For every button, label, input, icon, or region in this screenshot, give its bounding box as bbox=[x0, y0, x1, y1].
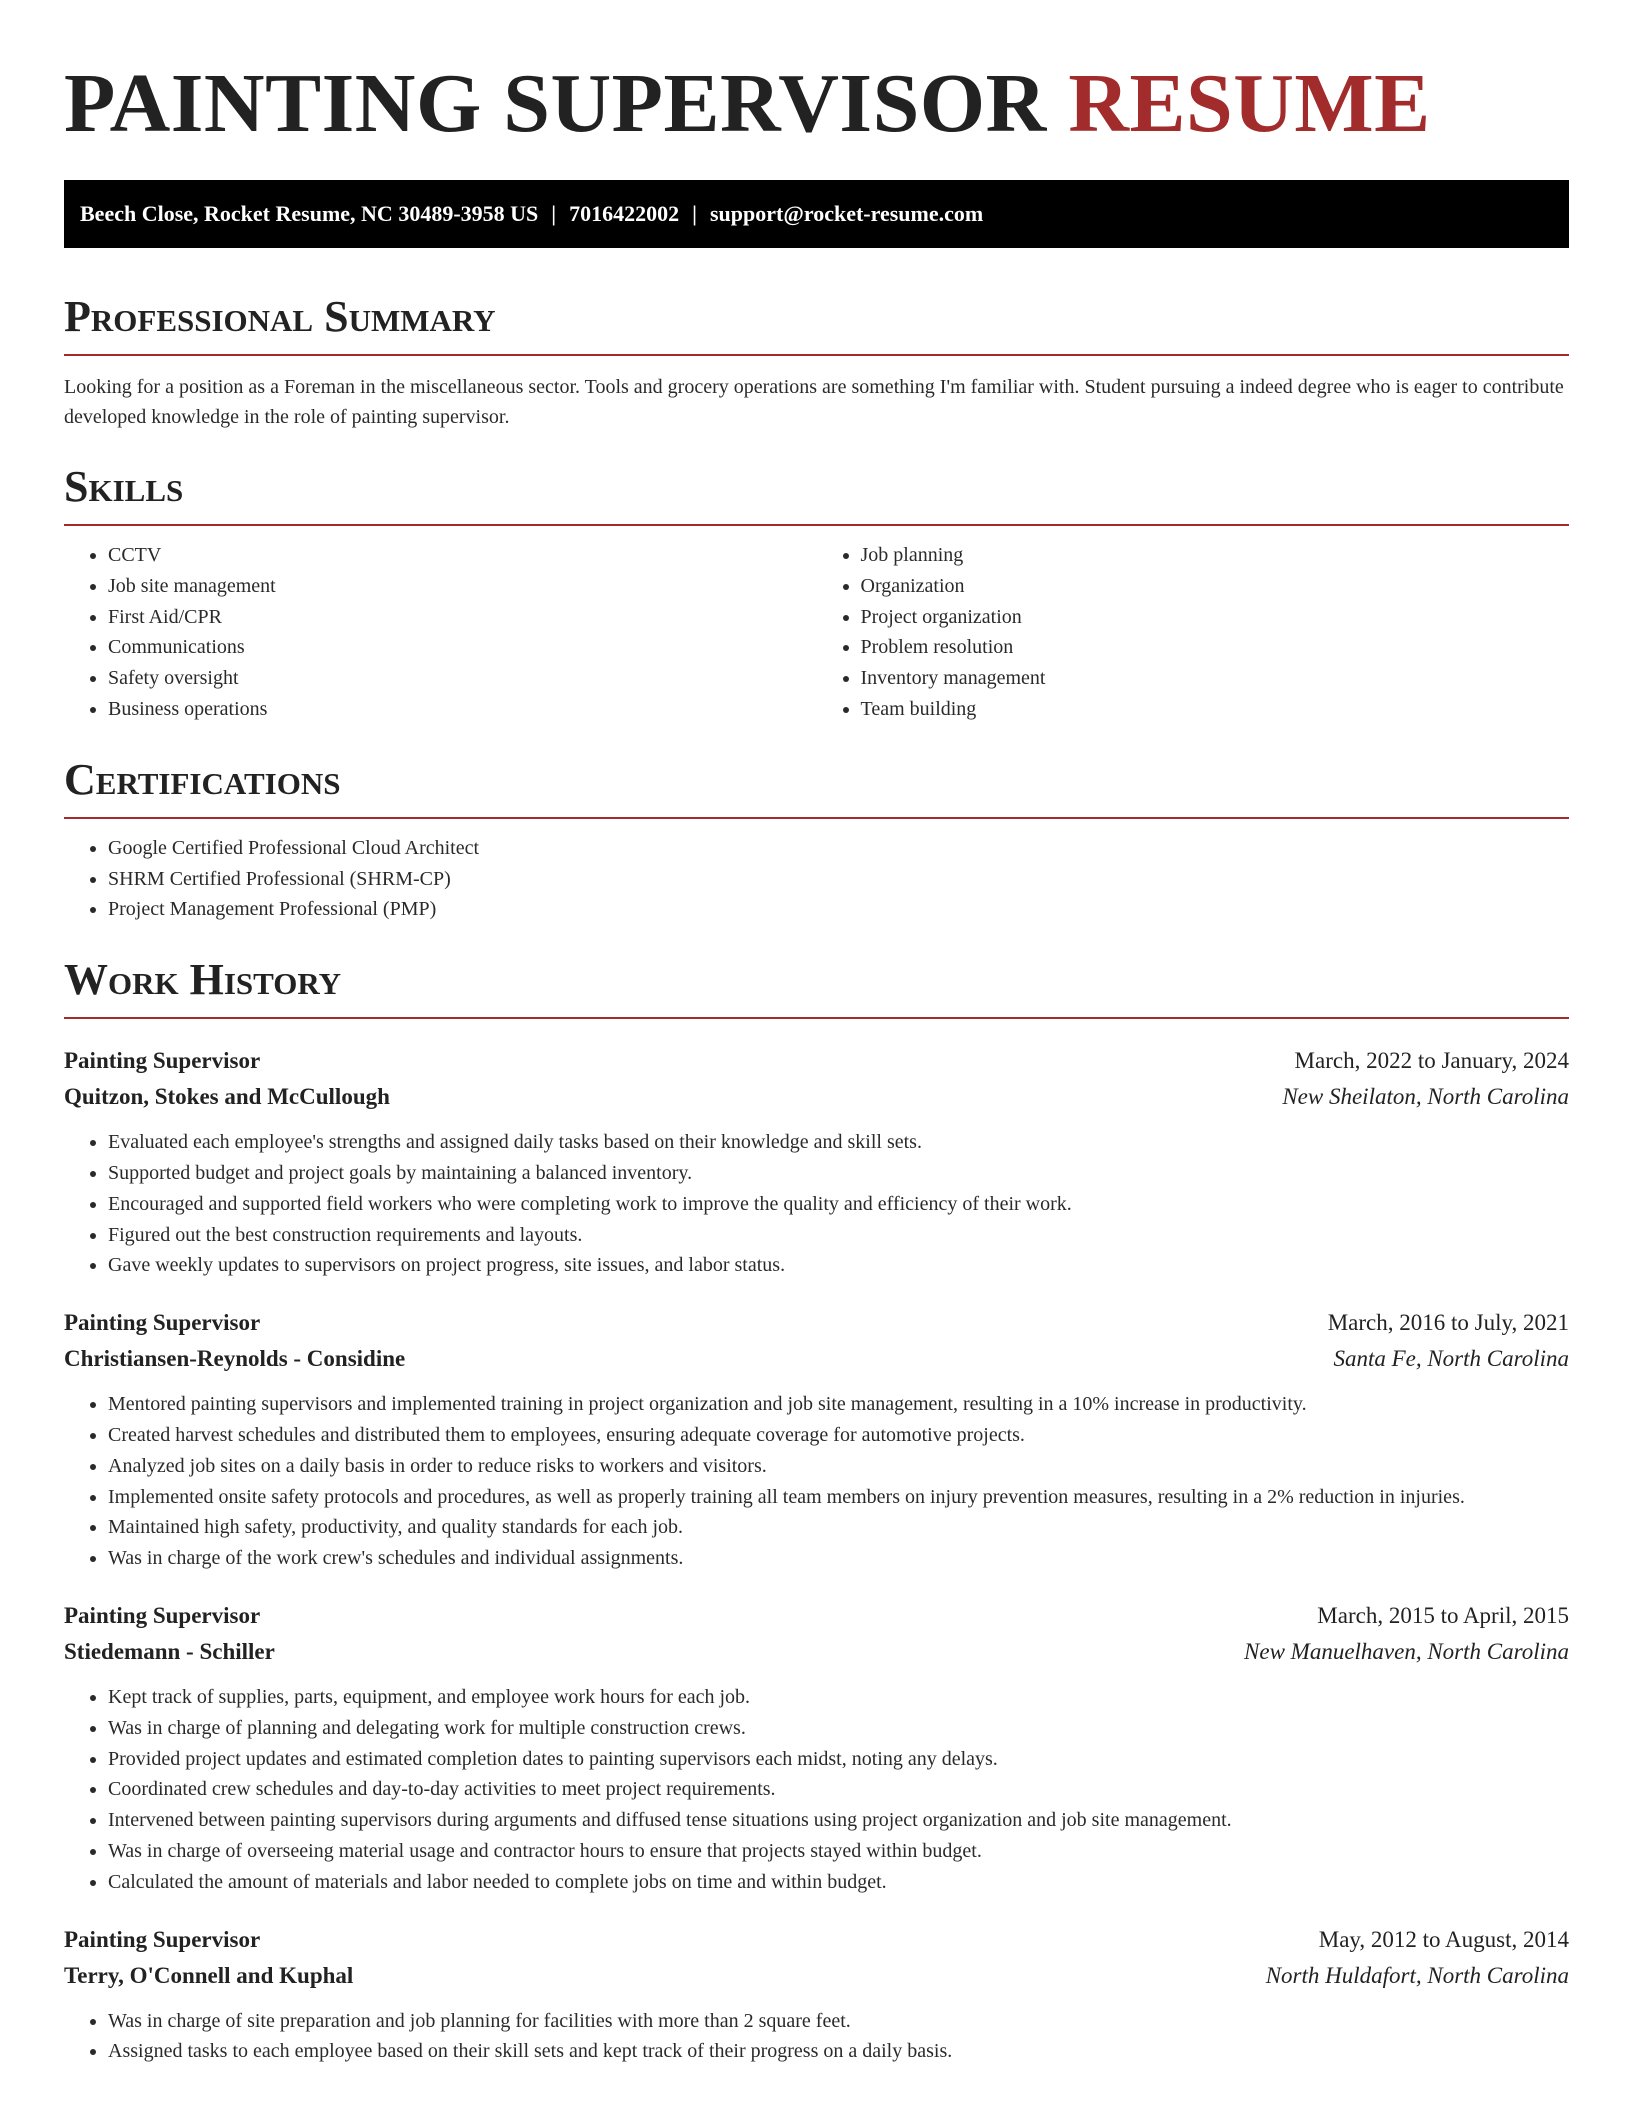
job-title: Painting Supervisor bbox=[64, 1602, 261, 1628]
skill-item: • Inventory management bbox=[861, 663, 1570, 694]
skill-item: • Job site management bbox=[108, 571, 817, 602]
job-bullet: • Coordinated crew schedules and day-to-day activities to meet project requirements. bbox=[108, 1774, 1569, 1805]
job-header-row bbox=[64, 1305, 1569, 1341]
job-location: New Manuelhaven, North Carolina bbox=[1244, 1638, 1569, 1664]
skill-item: • Team building bbox=[861, 694, 1570, 725]
job-bullet: • Figured out the best construction requirements and layouts. bbox=[108, 1220, 1569, 1251]
job-company-row bbox=[64, 1079, 1569, 1115]
resume-content bbox=[64, 0, 1569, 2067]
job-company: Stiedemann - Schiller bbox=[64, 1638, 275, 1664]
job-bullet: • Evaluated each employee's strengths and assigned daily tasks based on their knowledge and skill sets. bbox=[108, 1127, 1569, 1158]
skill-item: • Organization bbox=[861, 571, 1570, 602]
job-bullet: • Calculated the amount of materials and labor needed to complete jobs on time and within budget. bbox=[108, 1867, 1569, 1898]
job-bullets bbox=[64, 1127, 1569, 1281]
contact-email[interactable]: support@rocket-resume.com bbox=[710, 201, 984, 226]
job-dates: March, 2016 to July, 2021 bbox=[1327, 1310, 1569, 1336]
summary-text: Looking for a position as a Foreman in the miscellaneous sector. Tools and grocery operations are something I'm familiar with. Student pursuing a indeed degree who is eager to contribute developed knowledge in the role of painting supervisor. bbox=[64, 376, 1564, 428]
job-entry bbox=[64, 1305, 1569, 1574]
job-bullets bbox=[64, 1389, 1569, 1574]
skill-item: • Project organization bbox=[861, 602, 1570, 633]
skills-list-left bbox=[64, 540, 817, 725]
job-dates: March, 2015 to April, 2015 bbox=[1317, 1602, 1569, 1628]
job-bullet: • Was in charge of planning and delegating work for multiple construction crews. bbox=[108, 1713, 1569, 1744]
job-company: Terry, O'Connell and Kuphal bbox=[64, 1962, 354, 1988]
job-entry bbox=[64, 1043, 1569, 1281]
job-bullet: • Intervened between painting supervisors during arguments and diffused tense situations using project organization and job site management. bbox=[108, 1805, 1569, 1836]
certification-item: • Google Certified Professional Cloud Architect bbox=[108, 833, 1569, 864]
skill-item: • CCTV bbox=[108, 540, 817, 571]
job-title: Painting Supervisor bbox=[64, 1048, 261, 1074]
job-location: New Sheilaton, North Carolina bbox=[1282, 1084, 1569, 1110]
job-company-row bbox=[64, 1634, 1569, 1670]
summary-heading: Professional Summary bbox=[64, 292, 1569, 356]
job-company-row bbox=[64, 1341, 1569, 1377]
job-company: Quitzon, Stokes and McCullough bbox=[64, 1084, 390, 1110]
job-header-row bbox=[64, 1043, 1569, 1079]
work-history-heading: Work History bbox=[64, 955, 1569, 1019]
job-header-row bbox=[64, 1598, 1569, 1634]
job-bullets bbox=[64, 1682, 1569, 1898]
job-bullet: • Created harvest schedules and distributed them to employees, ensuring adequate coverage for automotive projects. bbox=[108, 1420, 1569, 1451]
skills-list-right bbox=[817, 540, 1570, 725]
job-bullet: • Analyzed job sites on a daily basis in order to reduce risks to workers and visitors. bbox=[108, 1451, 1569, 1482]
job-entry bbox=[64, 1922, 1569, 2068]
job-bullet: • Assigned tasks to each employee based on their skill sets and kept track of their progress on a daily basis. bbox=[108, 2036, 1569, 2067]
skill-item: • Problem resolution bbox=[861, 632, 1570, 663]
contact-bar bbox=[64, 180, 1569, 248]
skill-item: • Communications bbox=[108, 632, 817, 663]
certifications-list bbox=[64, 833, 1569, 925]
job-dates: March, 2022 to January, 2024 bbox=[1294, 1048, 1569, 1074]
contact-phone: 7016422002 bbox=[569, 201, 680, 226]
contact-separator: | bbox=[551, 201, 557, 226]
job-title: Painting Supervisor bbox=[64, 1926, 261, 1952]
job-bullet: • Gave weekly updates to supervisors on project progress, site issues, and labor status. bbox=[108, 1250, 1569, 1281]
skill-item: • First Aid/CPR bbox=[108, 602, 817, 633]
skill-item: • Job planning bbox=[861, 540, 1570, 571]
contact-address: Beech Close, Rocket Resume, NC 30489-3958 US bbox=[80, 201, 539, 226]
job-dates: May, 2012 to August, 2014 bbox=[1318, 1926, 1569, 1952]
skill-item: • Business operations bbox=[108, 694, 817, 725]
job-bullets bbox=[64, 2006, 1569, 2068]
skill-item: • Safety oversight bbox=[108, 663, 817, 694]
job-title: Painting Supervisor bbox=[64, 1310, 261, 1336]
job-bullet: • Maintained high safety, productivity, and quality standards for each job. bbox=[108, 1512, 1569, 1543]
contact-separator: | bbox=[692, 201, 697, 226]
job-location: Santa Fe, North Carolina bbox=[1333, 1346, 1569, 1372]
job-bullet: • Provided project updates and estimated completion dates to painting supervisors each midst, noting any delays. bbox=[108, 1744, 1569, 1775]
certifications-heading: Certifications bbox=[64, 755, 1569, 819]
job-bullet: • Kept track of supplies, parts, equipment, and employee work hours for each job. bbox=[108, 1682, 1569, 1713]
title-accent: RESUME bbox=[1068, 57, 1431, 150]
title-main: PAINTING SUPERVISOR bbox=[64, 57, 1047, 150]
job-header-row bbox=[64, 1922, 1569, 1958]
job-company-row bbox=[64, 1958, 1569, 1994]
certification-item: • Project Management Professional (PMP) bbox=[108, 894, 1569, 925]
job-company: Christiansen-Reynolds - Considine bbox=[64, 1346, 406, 1372]
certification-item: • SHRM Certified Professional (SHRM-CP) bbox=[108, 864, 1569, 895]
job-bullet: • Mentored painting supervisors and implemented training in project organization and job site management, resulting in a 10% increase in productivity. bbox=[108, 1389, 1569, 1420]
resume-title bbox=[64, 58, 1569, 150]
job-bullet: • Supported budget and project goals by maintaining a balanced inventory. bbox=[108, 1158, 1569, 1189]
skills-grid bbox=[64, 526, 1569, 725]
job-bullet: • Encouraged and supported field workers who were completing work to improve the quality and efficiency of their work. bbox=[108, 1189, 1569, 1220]
job-bullet: • Was in charge of site preparation and job planning for facilities with more than 2 square feet. bbox=[108, 2006, 1569, 2037]
job-location: North Huldafort, North Carolina bbox=[1265, 1962, 1569, 1988]
job-bullet: • Was in charge of overseeing material usage and contractor hours to ensure that projects stayed within budget. bbox=[108, 1836, 1569, 1867]
job-bullet: • Was in charge of the work crew's schedules and individual assignments. bbox=[108, 1543, 1569, 1574]
skills-heading: Skills bbox=[64, 462, 1569, 526]
job-bullet: • Implemented onsite safety protocols and procedures, as well as properly training all team members on injury prevention measures, resulting in a 2% reduction in injuries. bbox=[108, 1482, 1569, 1513]
job-entry bbox=[64, 1598, 1569, 1898]
